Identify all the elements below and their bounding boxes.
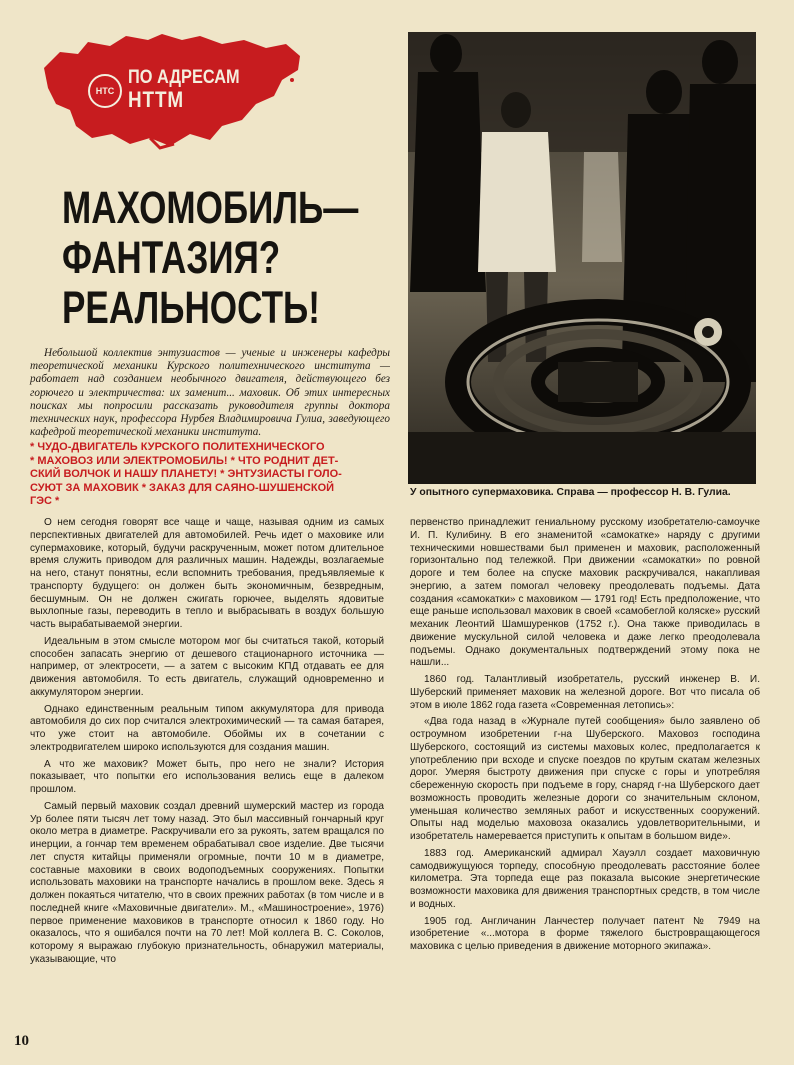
logo-title [128,67,240,112]
paragraph: А что же маховик? Может быть, про него не знали? История показывает, что попытки его использования велись еще в далеком прошлом. [30,758,384,795]
photo-caption: У опытного супермаховика. Справа — профессор Н. В. Гулиа. [410,487,731,498]
ntts-emblem-icon: НТС [88,74,122,108]
paragraph: 1860 год. Талантливый изобретатель, русский инженер В. И. Шуберский применяет маховик на железной дороге. Вот что писала об этом в июле 1862 года газета «Современная летопись»: [410,674,760,711]
headline-line-1: МАХОМОБИЛЬ— [62,182,359,233]
paragraph: Самый первый маховик создал древний шумерский мастер из города Ур более пяти тысяч лет тому назад. Это был массивный гончарный круг около метра в диаметре. Раскручивали его за рукоять, затем вращался по инерции, а гончар тем временем обрабатывал свое изделие. Две тысячи лет спустя китайцы применяли огромные, почти 10 м в диаметре, составные маховики в своих водоподъемных сооружениях. Попытки использовать маховики на транспорте начались в прошлом веке. Здесь я должен покаяться читателю, что в своих прежних работах (в том числе и в последней книге «Маховичные двигатели». М., «Машиностроение», 1976) первое применение маховиков в транспорте относил к 1860 году. Но оказалось, что я ошибался почти на 70 лет! Мой коллега В. С. Соколов, которому я выражаю глубокую признательность, обнаружил материалы, указывающие, что [30,800,384,965]
paragraph: 1905 год. Англичанин Ланчестер получает патент № 7949 на изобретение «...мотора в форме тяжелого быстровращающегося маховика с целью приведения в движение моторного экипажа». [410,915,760,952]
article-headline [62,182,359,333]
headline-line-2: ФАНТАЗИЯ? [62,232,281,283]
body-column-right [410,517,760,958]
paragraph: Идеальным в этом смысле мотором мог бы считаться такой, который способен запасать энергию от дешевого стационарного источника — например, от электросети, — а затем с высоким КПД отдавать ее для движения автомобиля. То есть двигатель, служащий одновременно и аккумулятором энергии. [30,635,384,698]
paragraph: «Два года назад в «Журнале путей сообщения» было заявлено об остроумном изобретении г-на Шуберского. Маховоз господина Шуберского, состоящий из системы маховых колес, предполагается к употреблению при всходе и спуске поездов по крутым скатам железных дорог. Умеряя быстроту движения при спуске с горы и употребляя сбереженную скорость при подъеме в гору, снаряд г-на Шуберского дает возможность проводить железные дороги со значительным склоном, уменьшая количество земляных работ и искусственных сооружений. Опыты над моделью маховоза оказались удовлетворительными, и изобретатель намеревается приступить к опытам в большом виде». [410,716,760,842]
paragraph: первенство принадлежит гениальному русскому изобретателю-самоучке И. П. Кулибину. В его знаменитой «самокатке» наряду с другими техническими новшествами был применен и маховик, расположенный горизонтально под тележкой. При движении «самокатки» по ровной дороге и тем более на спуске маховик раскручивался, накапливая энергию, а затем помогал человеку преодолевать подъемы. Дата создания «самокатки» с маховиком — 1791 год! Есть предположение, что еще раньше использовал маховик в своей «самобеглой коляске» русский механик Леонтий Шамшуренков (1752 г.). Она также приводилась в движение мускульной силой человека и даже легко преодолевала подъемы. Однако документальных подтверждений этому пока не нашли... [410,517,760,669]
teaser-line: * ЧУДО-ДВИГАТЕЛЬ КУРСКОГО ПОЛИТЕХНИЧЕСКОГО [30,441,325,453]
photo-image [408,32,756,484]
teaser-line: * МАХОВОЗ ИЛИ ЭЛЕКТРОМОБИЛЬ! * ЧТО РОДНИТ ДЕТ- [30,454,339,467]
article-photo [408,32,756,484]
headline-line-3: РЕАЛЬНОСТЬ! [62,282,320,333]
teaser-line: СУЮТ ЗА МАХОВИК * ЗАКАЗ ДЛЯ САЯНО-ШУШЕНСКОЙ [30,481,335,494]
logo-line-2: НТТМ [128,87,184,112]
paragraph: Однако единственным реальным типом аккумулятора для привода автомобиля до сих пор считался электрохимический — та самая батарея, что уже стоит на автомобиле. Обоймы их в сочетании с электродвигателем широко используются для создания машин. [30,703,384,753]
body-column-left [30,517,384,971]
teaser-line: СКИЙ ВОЛЧОК И НАШУ ПЛАНЕТУ! * ЭНТУЗИАСТЫ ГОЛО- [30,468,342,481]
paragraph: 1883 год. Американский адмирал Хауэлл создает маховичную самодвижущуюся торпеду, способную преодолевать расстояние более километра. Эта торпеда еще раз показала высокие энергетические возможности маховика для движения транспортных средств, в том числе и водных. [410,847,760,910]
logo-line-1: ПО АДРЕСАМ [128,67,240,88]
section-logo [30,30,330,155]
page-number: 10 [14,1033,29,1049]
teaser-block [30,441,390,509]
teaser-line: ГЭС * [30,495,60,508]
article-lead: Небольшой коллектив энтузиастов — ученые и инженеры кафедры теоретической механики Курского политехнического института — работает над созданием необычного двигателя, действующего без горючего и электричества: их заменит... маховик. Об этих интересных поисках мы попросили рассказать руководителя группы доктора технических наук, профессора Нурбея Владимировича Гулиа, заведующего кафедрой теоретической механики института. [30,347,390,439]
paragraph: О нем сегодня говорят все чаще и чаще, называя одним из самых перспективных двигателей для автомобилей. Речь идет о маховике или супермаховике, который, будучи раскрученным, может потом длительное время служить приводом для различных машин. Надежды, возлагаемые на него, станут понятны, если вспомнить требования, предъявляемые к транспорту будущего: он должен быть экономичным, безвредным, бесшумным. Он не должен сжигать горючее, выделять ядовитые выхлопные газы, переводить в тепло и выбрасывать в воздух большую часть вырабатываемой энергии. [30,517,384,630]
